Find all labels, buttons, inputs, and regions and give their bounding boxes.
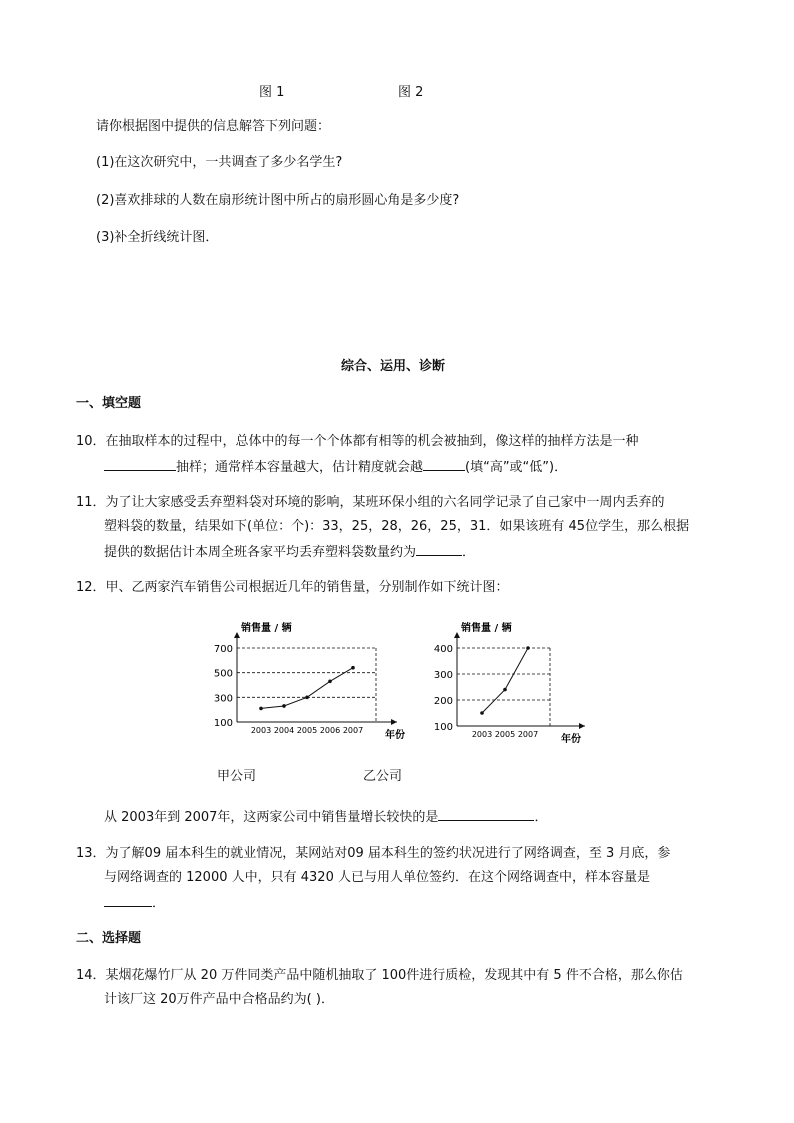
q12-blank[interactable]	[438, 808, 534, 821]
y-tick-label: 700	[213, 644, 233, 655]
q11-line3: 提供的数据估计本周全班各家平均丢弃塑料袋数量约为 ．	[104, 545, 476, 560]
question-3: (3)补全折线统计图．	[96, 230, 219, 245]
intro-prompt: 请你根据图中提供的信息解答下列问题：	[96, 119, 331, 134]
y-tick-label: 300	[433, 670, 453, 681]
q11-blank[interactable]	[416, 543, 462, 556]
data-point	[526, 646, 530, 650]
data-point	[328, 680, 332, 684]
data-point	[305, 696, 309, 700]
x-tick-label: 2004	[273, 726, 295, 735]
series-line	[261, 668, 353, 709]
data-point	[282, 704, 286, 708]
x-axis-label: 年份	[561, 734, 581, 745]
x-tick-label: 2007	[342, 726, 364, 735]
y-axis-label: 销售量 / 辆	[241, 623, 292, 634]
q13-line2: 与网络调查的 12000 人中，只有 4320 人已与用人单位签约．在这个网络调查中，样本容量是	[104, 870, 650, 885]
y-tick-label: 200	[433, 696, 453, 707]
y-tick-label: 100	[213, 718, 233, 729]
data-point	[480, 711, 484, 715]
y-tick-label: 300	[213, 693, 233, 705]
part2-heading: 二、选择题	[76, 931, 142, 946]
data-point	[503, 688, 507, 692]
q14-line2: 计该厂这 20万件产品中合格品约为( )．	[104, 992, 334, 1007]
question-1: (1)在这次研究中，一共调查了多少名学生?	[96, 155, 343, 170]
y-axis-arrow	[454, 632, 460, 638]
q12-after: 从 2003年到 2007年，这两家公司中销售量增长较快的是 ．	[104, 810, 548, 825]
chart-company-b	[425, 614, 595, 749]
chart-b-caption: 乙公司	[363, 769, 403, 784]
part1-heading: 一、填空题	[76, 396, 142, 411]
x-axis-arrow	[391, 719, 397, 725]
series-line	[482, 648, 528, 713]
q10-blank-2[interactable]	[423, 458, 465, 471]
x-tick-label: 2005	[494, 730, 516, 739]
q13-line1: 13．为了解09 届本科生的就业情况，某网站对09 届本科生的签约状况进行了网络调查，至 3 月底，参	[76, 846, 671, 861]
figure-1-label: 图 1	[259, 85, 285, 100]
q14-line1: 14．某烟花爆竹厂从 20 万件同类产品中随机抽取了 100件进行质检，发现其中有 5 件不合格，那么你估	[76, 968, 683, 983]
data-point	[351, 666, 355, 670]
question-2: (2)喜欢排球的人数在扇形统计图中所占的扇形圆心角是多少度?	[96, 193, 460, 208]
x-tick-label: 2006	[319, 726, 341, 735]
q10-blank-1[interactable]	[104, 458, 176, 471]
x-tick-label: 2005	[296, 726, 318, 735]
data-point	[259, 707, 263, 711]
q12-line1: 12．甲、乙两家汽车销售公司根据近几年的销售量，分别制作如下统计图：	[76, 580, 509, 595]
x-tick-label: 2007	[517, 730, 539, 739]
y-tick-label: 100	[433, 722, 453, 733]
x-tick-label: 2003	[471, 730, 493, 739]
chart-company-a	[205, 614, 405, 749]
section-title: 综合、运用、诊断	[341, 359, 446, 374]
y-axis-arrow	[234, 632, 240, 638]
x-axis-arrow	[579, 723, 585, 729]
y-axis-label: 销售量 / 辆	[461, 623, 512, 634]
q13-blank[interactable]	[104, 894, 152, 907]
q13-line3: ．	[104, 894, 165, 912]
y-tick-label: 500	[213, 668, 233, 680]
y-tick-label: 400	[433, 644, 453, 655]
x-tick-label: 2003	[250, 726, 272, 735]
q10-line2: 抽样；通常样本容量越大，估计精度就会越 (填“高”或“低”)．	[104, 458, 567, 476]
x-axis-label: 年份	[385, 730, 405, 741]
q10-line1: 10．在抽取样本的过程中，总体中的每一个个体都有相等的机会被抽到，像这样的抽样方法是一种	[76, 434, 639, 449]
q11-line2: 塑料袋的数量，结果如下(单位：个)：33，25，28，26，25，31．如果该班有 45位学生，那么根据	[104, 519, 690, 534]
q11-line1: 11．为了让大家感受丢弃塑料袋对环境的影响，某班环保小组的六名同学记录了自己家中一周内丢弃的	[76, 495, 665, 510]
figure-2-label: 图 2	[398, 85, 424, 100]
chart-a-caption: 甲公司	[217, 769, 257, 784]
